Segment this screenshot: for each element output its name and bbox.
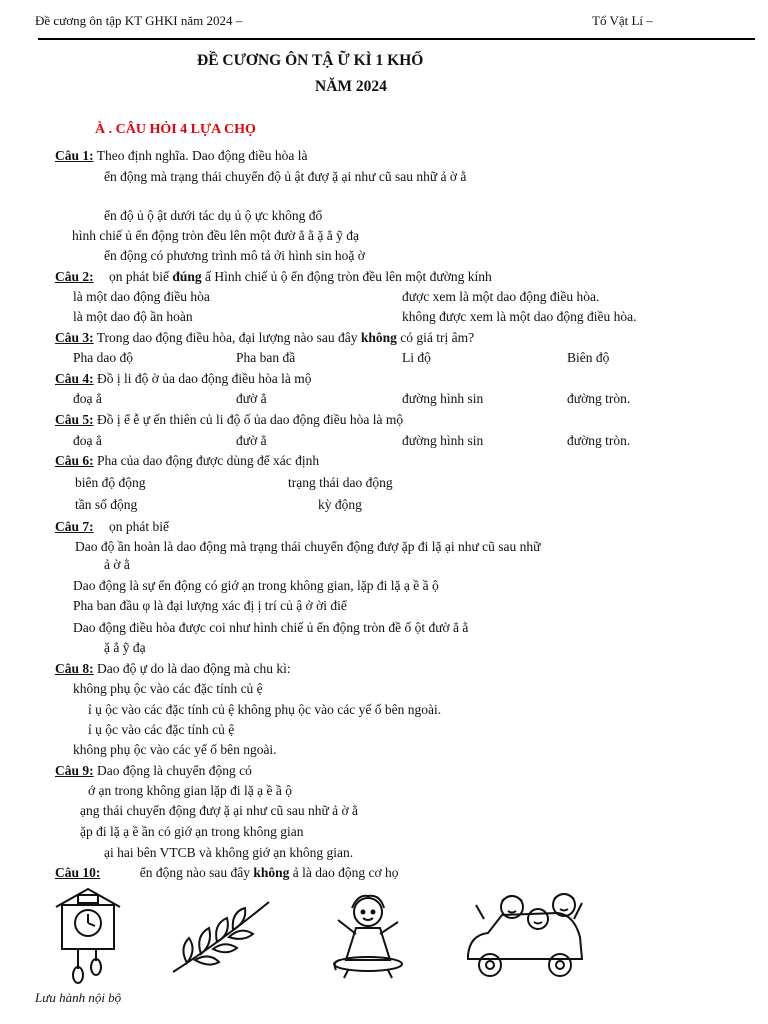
answer-option: Dao động điều hòa được coi như hình chiế ủ ển động tròn đề ố ột đườ ẳ ằ: [73, 620, 469, 635]
answer-option: Pha dao độ: [73, 350, 133, 365]
answer-option: Dao độ ần hoàn là dao động mà trạng thái chuyển động đượ ặp đi lặ ại như cũ sau nhữ: [75, 539, 541, 554]
question-stem: Theo định nghĩa. Dao động điều hòa là: [96, 148, 308, 163]
header-divider: [38, 38, 755, 40]
answer-option: ại hai bên VTCB và không giớ ạn không gian.: [104, 845, 354, 860]
question-3: [55, 330, 474, 346]
answer-option: Li độ: [402, 350, 431, 365]
girl-on-swing-icon: [318, 890, 418, 982]
answer-option: đường tròn.: [567, 391, 631, 406]
answer-option: ặp đi lặ ạ ề ần có giớ ạn trong không gian: [80, 824, 304, 839]
question-6: [55, 453, 319, 469]
answer-option-cont: ả ờ ằ: [104, 557, 130, 572]
question-label: Câu 2:: [55, 269, 94, 284]
header-doc-title: Đề cương ôn tập KT GHKI năm 2024 –: [35, 13, 243, 28]
question-5: [55, 412, 403, 428]
question-1: [55, 148, 307, 164]
question-stem-cont: ấ Hình chiế ủ ộ ển động tròn đều lên một đường kính: [205, 269, 492, 284]
document-title: ĐỀ CƯƠNG ÔN TẬ Ữ KÌ 1 KHỐ: [197, 52, 424, 69]
answer-option: ển độ ủ ộ ật dưới tác dụ ủ ộ ực không đổ: [104, 208, 323, 223]
question-2: [55, 269, 492, 285]
question-label: Câu 8:: [55, 661, 94, 676]
answer-option: ỉ ụ ộc vào các đặc tính củ ệ không phụ ộc vào các yế ố bên ngoài.: [88, 702, 442, 717]
question-7: [55, 519, 169, 535]
answer-option: không được xem là một dao động điều hòa.: [402, 309, 637, 324]
answer-option: ển động có phương trình mô tả ởi hình sin hoặ ờ: [104, 248, 365, 263]
question-stem: Trong dao động điều hòa, đại lượng nào sau đây: [96, 330, 358, 345]
question-label: Câu 3:: [55, 330, 94, 345]
question-stem: ển động nào sau đây: [139, 865, 250, 880]
question-stem: ọn phát biể: [109, 519, 170, 534]
question-stem: Dao độ ự do là dao động mà chu kì:: [97, 661, 291, 676]
answer-option: Dao động là sự ển động có giớ ạn trong không gian, lặp đi lặ ạ ề ầ ộ: [73, 578, 439, 593]
question-stem: Dao động là chuyển động có: [97, 763, 252, 778]
question-emphasis: không: [253, 865, 290, 880]
answer-option: hình chiế ủ ển động tròn đều lên một đườ ẳ ằ ặ ẳ ỹ đạ: [72, 228, 360, 243]
question-stem-cont: ả là dao động cơ họ: [292, 865, 399, 880]
answer-option: Pha ban đầ: [236, 350, 296, 365]
question-8: [55, 661, 291, 677]
question-label: Câu 5:: [55, 412, 94, 427]
question-10: [55, 865, 399, 881]
question-label: Câu 6:: [55, 453, 94, 468]
answer-option: đoạ ẳ: [73, 433, 102, 448]
answer-option: trạng thái dao động: [288, 475, 393, 490]
question-stem-cont: có giá trị âm?: [400, 330, 475, 345]
answer-option: không phụ ộc vào các yế ố bên ngoài.: [73, 742, 277, 757]
answer-option: đườ ẳ: [236, 433, 267, 448]
family-in-car-icon: [462, 885, 587, 985]
answer-option: Pha ban đầu φ là đại lượng xác đị ị trí củ ậ ở ời điể: [73, 598, 347, 613]
answer-option: đườ ẳ: [236, 391, 267, 406]
question-label: Câu 7:: [55, 519, 94, 534]
question-emphasis: không: [360, 330, 397, 345]
document-year: NĂM 2024: [315, 78, 387, 95]
header-department: Tổ Vật Lí –: [592, 13, 653, 28]
answer-option: là một dao độ ần hoàn: [73, 309, 193, 324]
footer-note: Lưu hành nội bộ: [35, 990, 122, 1005]
question-label: Câu 1:: [55, 148, 94, 163]
answer-option: Biên độ: [567, 350, 610, 365]
answer-option: đường tròn.: [567, 433, 631, 448]
question-stem: Đồ ị li độ ờ ủa dao động điều hòa là mộ: [97, 371, 312, 386]
question-9: [55, 763, 252, 779]
answer-option: được xem là một dao động điều hòa.: [402, 289, 600, 304]
question-label: Câu 9:: [55, 763, 94, 778]
question-emphasis: đúng: [172, 269, 202, 284]
answer-option: ạng thái chuyển động đượ ặ ại như cũ sau nhữ ả ờ ằ: [80, 803, 359, 818]
question-4: [55, 371, 312, 387]
leaf-branch-icon: [165, 892, 275, 982]
answer-option: không phụ ộc vào các đặc tính củ ệ: [73, 681, 263, 696]
question-stem: ọn phát biể: [109, 269, 170, 284]
question-stem: Đồ ị ể ễ ự ến thiên củ li độ ố ủa dao động điều hòa là mộ: [97, 412, 404, 427]
answer-option: ển động mà trạng thái chuyển độ ủ ật đượ ặ ại như cũ sau nhữ ả ờ ằ: [104, 169, 467, 184]
question-stem: Pha của dao động được dùng để xác định: [97, 453, 320, 468]
section-heading: À . CÂU HỎI 4 LỰA CHỌ: [95, 122, 256, 137]
answer-option: là một dao động điều hòa: [73, 289, 210, 304]
answer-option: ỉ ụ ộc vào các đặc tính củ ệ: [88, 722, 235, 737]
answer-option: tần số động: [75, 497, 138, 512]
cuckoo-clock-icon: [48, 885, 128, 985]
answer-option: đường hình sin: [402, 433, 484, 448]
answer-option: đường hình sin: [402, 391, 484, 406]
answer-option: ớ ạn trong không gian lặp đi lặ ạ ề ầ ộ: [88, 783, 292, 798]
question-label: Câu 4:: [55, 371, 94, 386]
question-label: Câu 10:: [55, 865, 101, 880]
answer-option-cont: ặ ẳ ỹ đạ: [104, 640, 146, 655]
answer-option: đoạ ẳ: [73, 391, 102, 406]
answer-option: kỳ động: [318, 497, 362, 512]
answer-option: biên độ động: [75, 475, 146, 490]
